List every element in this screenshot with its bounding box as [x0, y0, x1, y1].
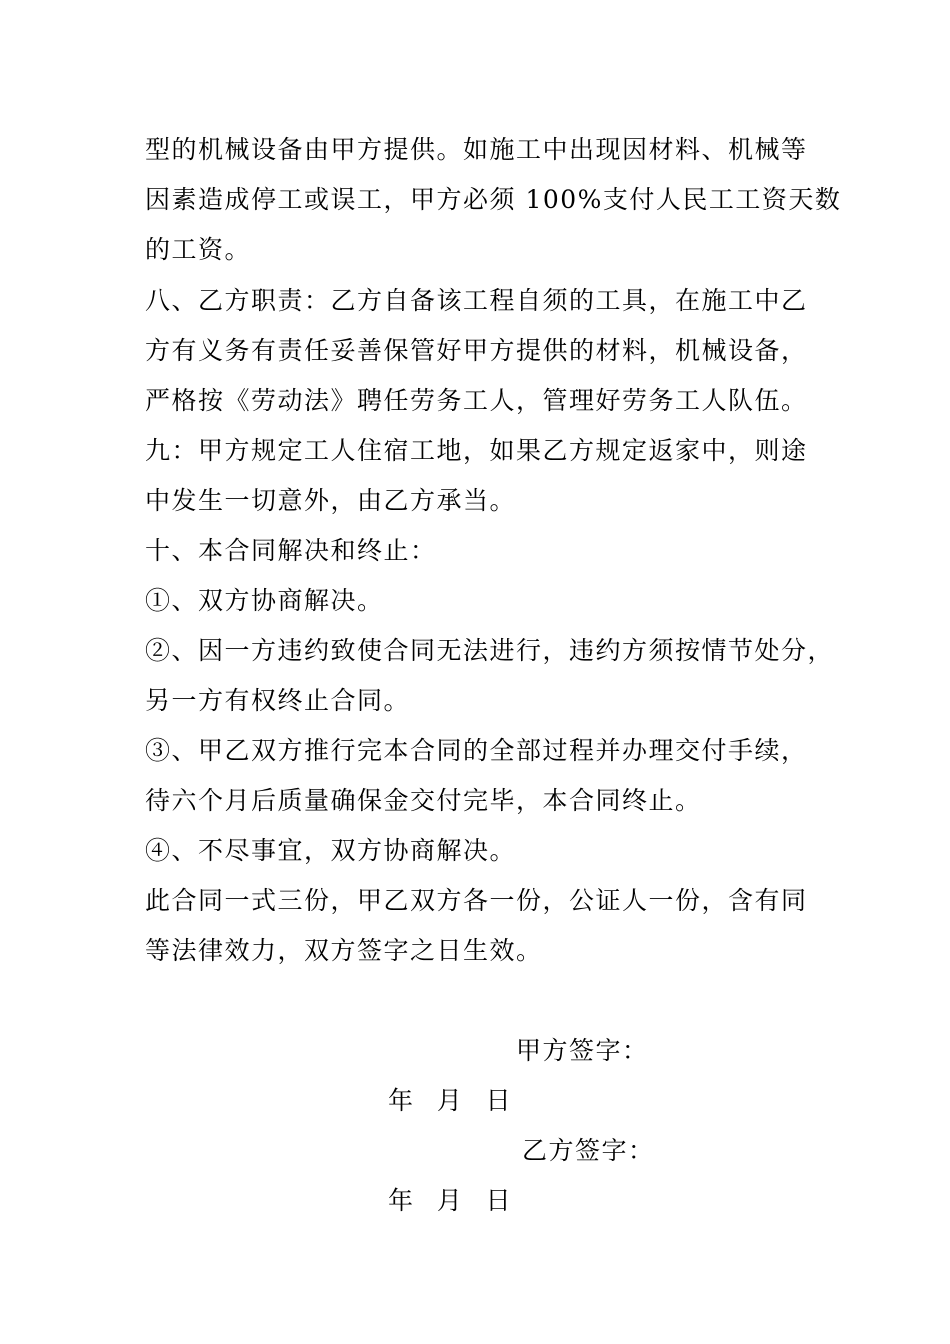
body-line: 的工资。	[145, 235, 252, 264]
sub-item-2: ②、因一方违约致使合同无法进行，违约方须按情节处分，	[145, 636, 835, 665]
body-line: 中发生一切意外，由乙方承当。	[145, 486, 517, 515]
body-line: 严格按《劳动法》聘任劳务工人，管理好劳务工人队伍。	[145, 386, 808, 415]
body-line: 型的机械设备由甲方提供。如施工中出现因材料、机械等	[145, 135, 808, 164]
party-a-signature-label: 甲方签字：	[516, 1036, 649, 1065]
party-a-date: 年 月 日	[388, 1086, 511, 1115]
body-line: 另一方有权终止合同。	[145, 686, 411, 715]
party-b-date: 年 月 日	[388, 1186, 511, 1215]
body-line: 因素造成停工或误工，甲方必须 100%支付人民工工资天数	[145, 185, 842, 214]
sub-item-4: ④、不尽事宜，双方协商解决。	[145, 836, 517, 865]
body-line: 等法律效力，双方签字之日生效。	[145, 936, 543, 965]
closing-line: 此合同一式三份，甲乙双方各一份，公证人一份，含有同	[145, 886, 808, 915]
sub-item-1: ①、双方协商解决。	[145, 586, 384, 615]
clause-10-heading: 十、本合同解决和终止：	[145, 536, 437, 565]
sub-item-3: ③、甲乙双方推行完本合同的全部过程并办理交付手续，	[145, 736, 808, 765]
body-line: 待六个月后质量确保金交付完毕，本合同终止。	[145, 786, 702, 815]
party-b-signature-label: 乙方签字：	[522, 1136, 655, 1165]
clause-9-line: 九：甲方规定工人住宿工地，如果乙方规定返家中，则途	[145, 436, 808, 465]
clause-8-line: 八、乙方职责：乙方自备该工程自须的工具，在施工中乙	[145, 286, 808, 315]
body-line: 方有义务有责任妥善保管好甲方提供的材料，机械设备，	[145, 336, 808, 365]
